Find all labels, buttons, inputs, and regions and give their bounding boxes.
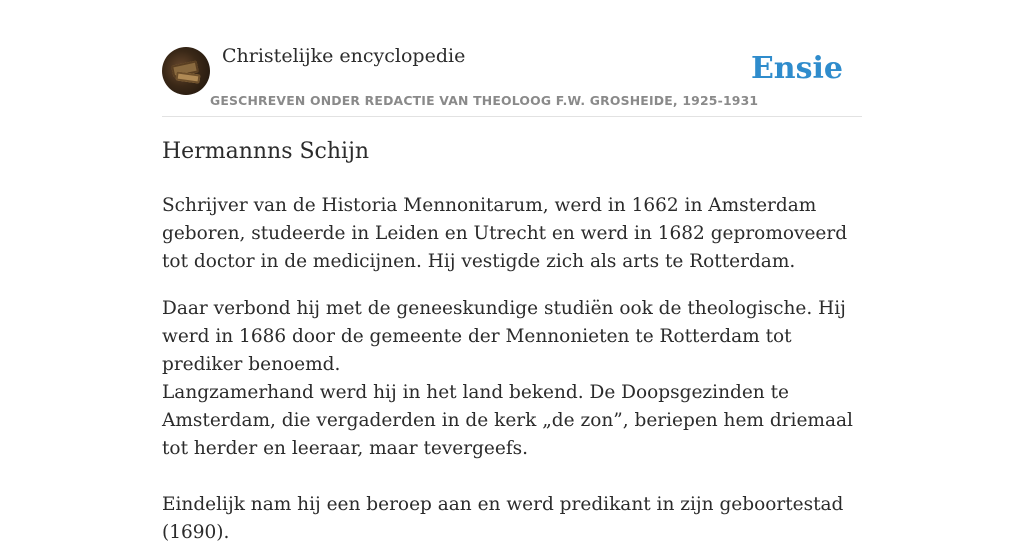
article-paragraph: Eindelijk nam hij een beroep aan en werd predikant in zijn geboortestad (1690). (162, 494, 844, 543)
book-icon (175, 71, 200, 83)
article-paragraph: Daar verbond hij met de geneeskundige studiën ook de theologische. Hij werd in 1686 door de gemeente der Mennonieten te Rotterdam tot prediker benoemd. (162, 298, 846, 375)
article-paragraph: Langzamerhand werd hij in het land bekend. De Doopsgezinden te Amsterdam, die vergaderden in de kerk „de zon”, beriepen hem driemaal tot herder en leeraar, maar tevergeefs. (162, 382, 853, 459)
article-title: Hermannns Schijn (162, 139, 370, 164)
avatar[interactable] (162, 47, 210, 95)
site-header (162, 44, 862, 117)
article-paragraph: Schrijver van de Historia Mennonitarum, werd in 1662 in Amsterdam geboren, studeerde in Leiden en Utrecht en werd in 1682 gepromoveerd tot doctor in de medicijnen. Hij vestigde zich als arts te Rotterdam. (162, 195, 848, 272)
site-subtitle: GESCHREVEN ONDER REDACTIE VAN THEOLOOG F.W. GROSHEIDE, 1925-1931 (210, 93, 759, 108)
site-title[interactable]: Christelijke encyclopedie (222, 45, 466, 67)
ensie-logo[interactable]: Ensie (750, 51, 843, 86)
